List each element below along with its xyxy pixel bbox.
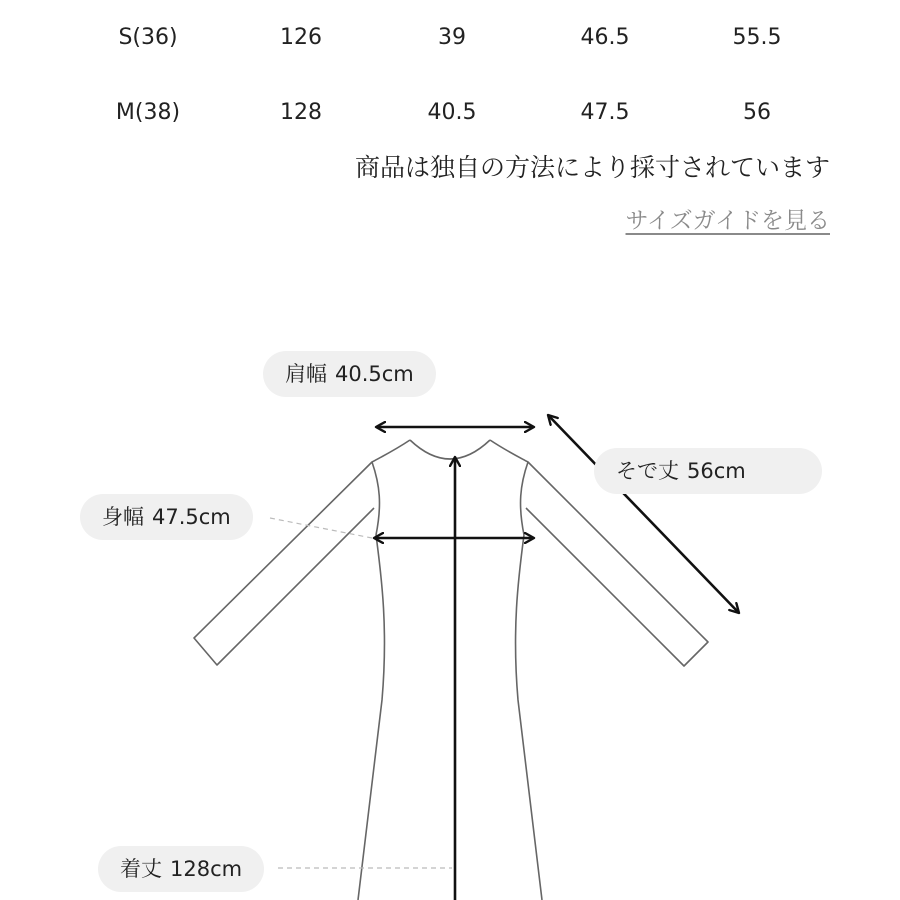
sleeve-arrow xyxy=(548,415,739,613)
size-guide-link[interactable]: サイズガイドを見る xyxy=(625,208,830,234)
length-label-text: 着丈 xyxy=(120,857,162,881)
shoulder-value: 40.5cm xyxy=(335,362,414,386)
sleeve-cell: 55.5 xyxy=(732,25,782,50)
sleeve-cell: 56 xyxy=(743,100,771,125)
size-cell: S(36) xyxy=(118,25,178,50)
length-label xyxy=(98,846,264,892)
shoulder-cell: 40.5 xyxy=(427,100,477,125)
shoulder-cell: 39 xyxy=(438,25,466,50)
size-cell: M(38) xyxy=(115,100,181,125)
width-cell: 47.5 xyxy=(580,100,630,125)
width-label-text: 身幅 xyxy=(102,505,144,529)
width-label xyxy=(80,494,253,540)
length-cell: 126 xyxy=(280,25,322,50)
width-cell: 46.5 xyxy=(580,25,630,50)
shoulder-label xyxy=(263,351,436,397)
length-cell: 128 xyxy=(280,100,322,125)
measurement-note: 商品は独自の方法により採寸されています xyxy=(354,153,830,182)
width-leader xyxy=(270,518,372,538)
sleeve-value: 56cm xyxy=(687,459,746,483)
width-value: 47.5cm xyxy=(152,505,231,529)
shoulder-label-text: 肩幅 xyxy=(285,362,327,386)
sleeve-label xyxy=(594,448,822,494)
sleeve-label-text: そで丈 xyxy=(616,459,679,483)
dress-outline xyxy=(194,440,708,900)
length-value: 128cm xyxy=(170,857,243,881)
